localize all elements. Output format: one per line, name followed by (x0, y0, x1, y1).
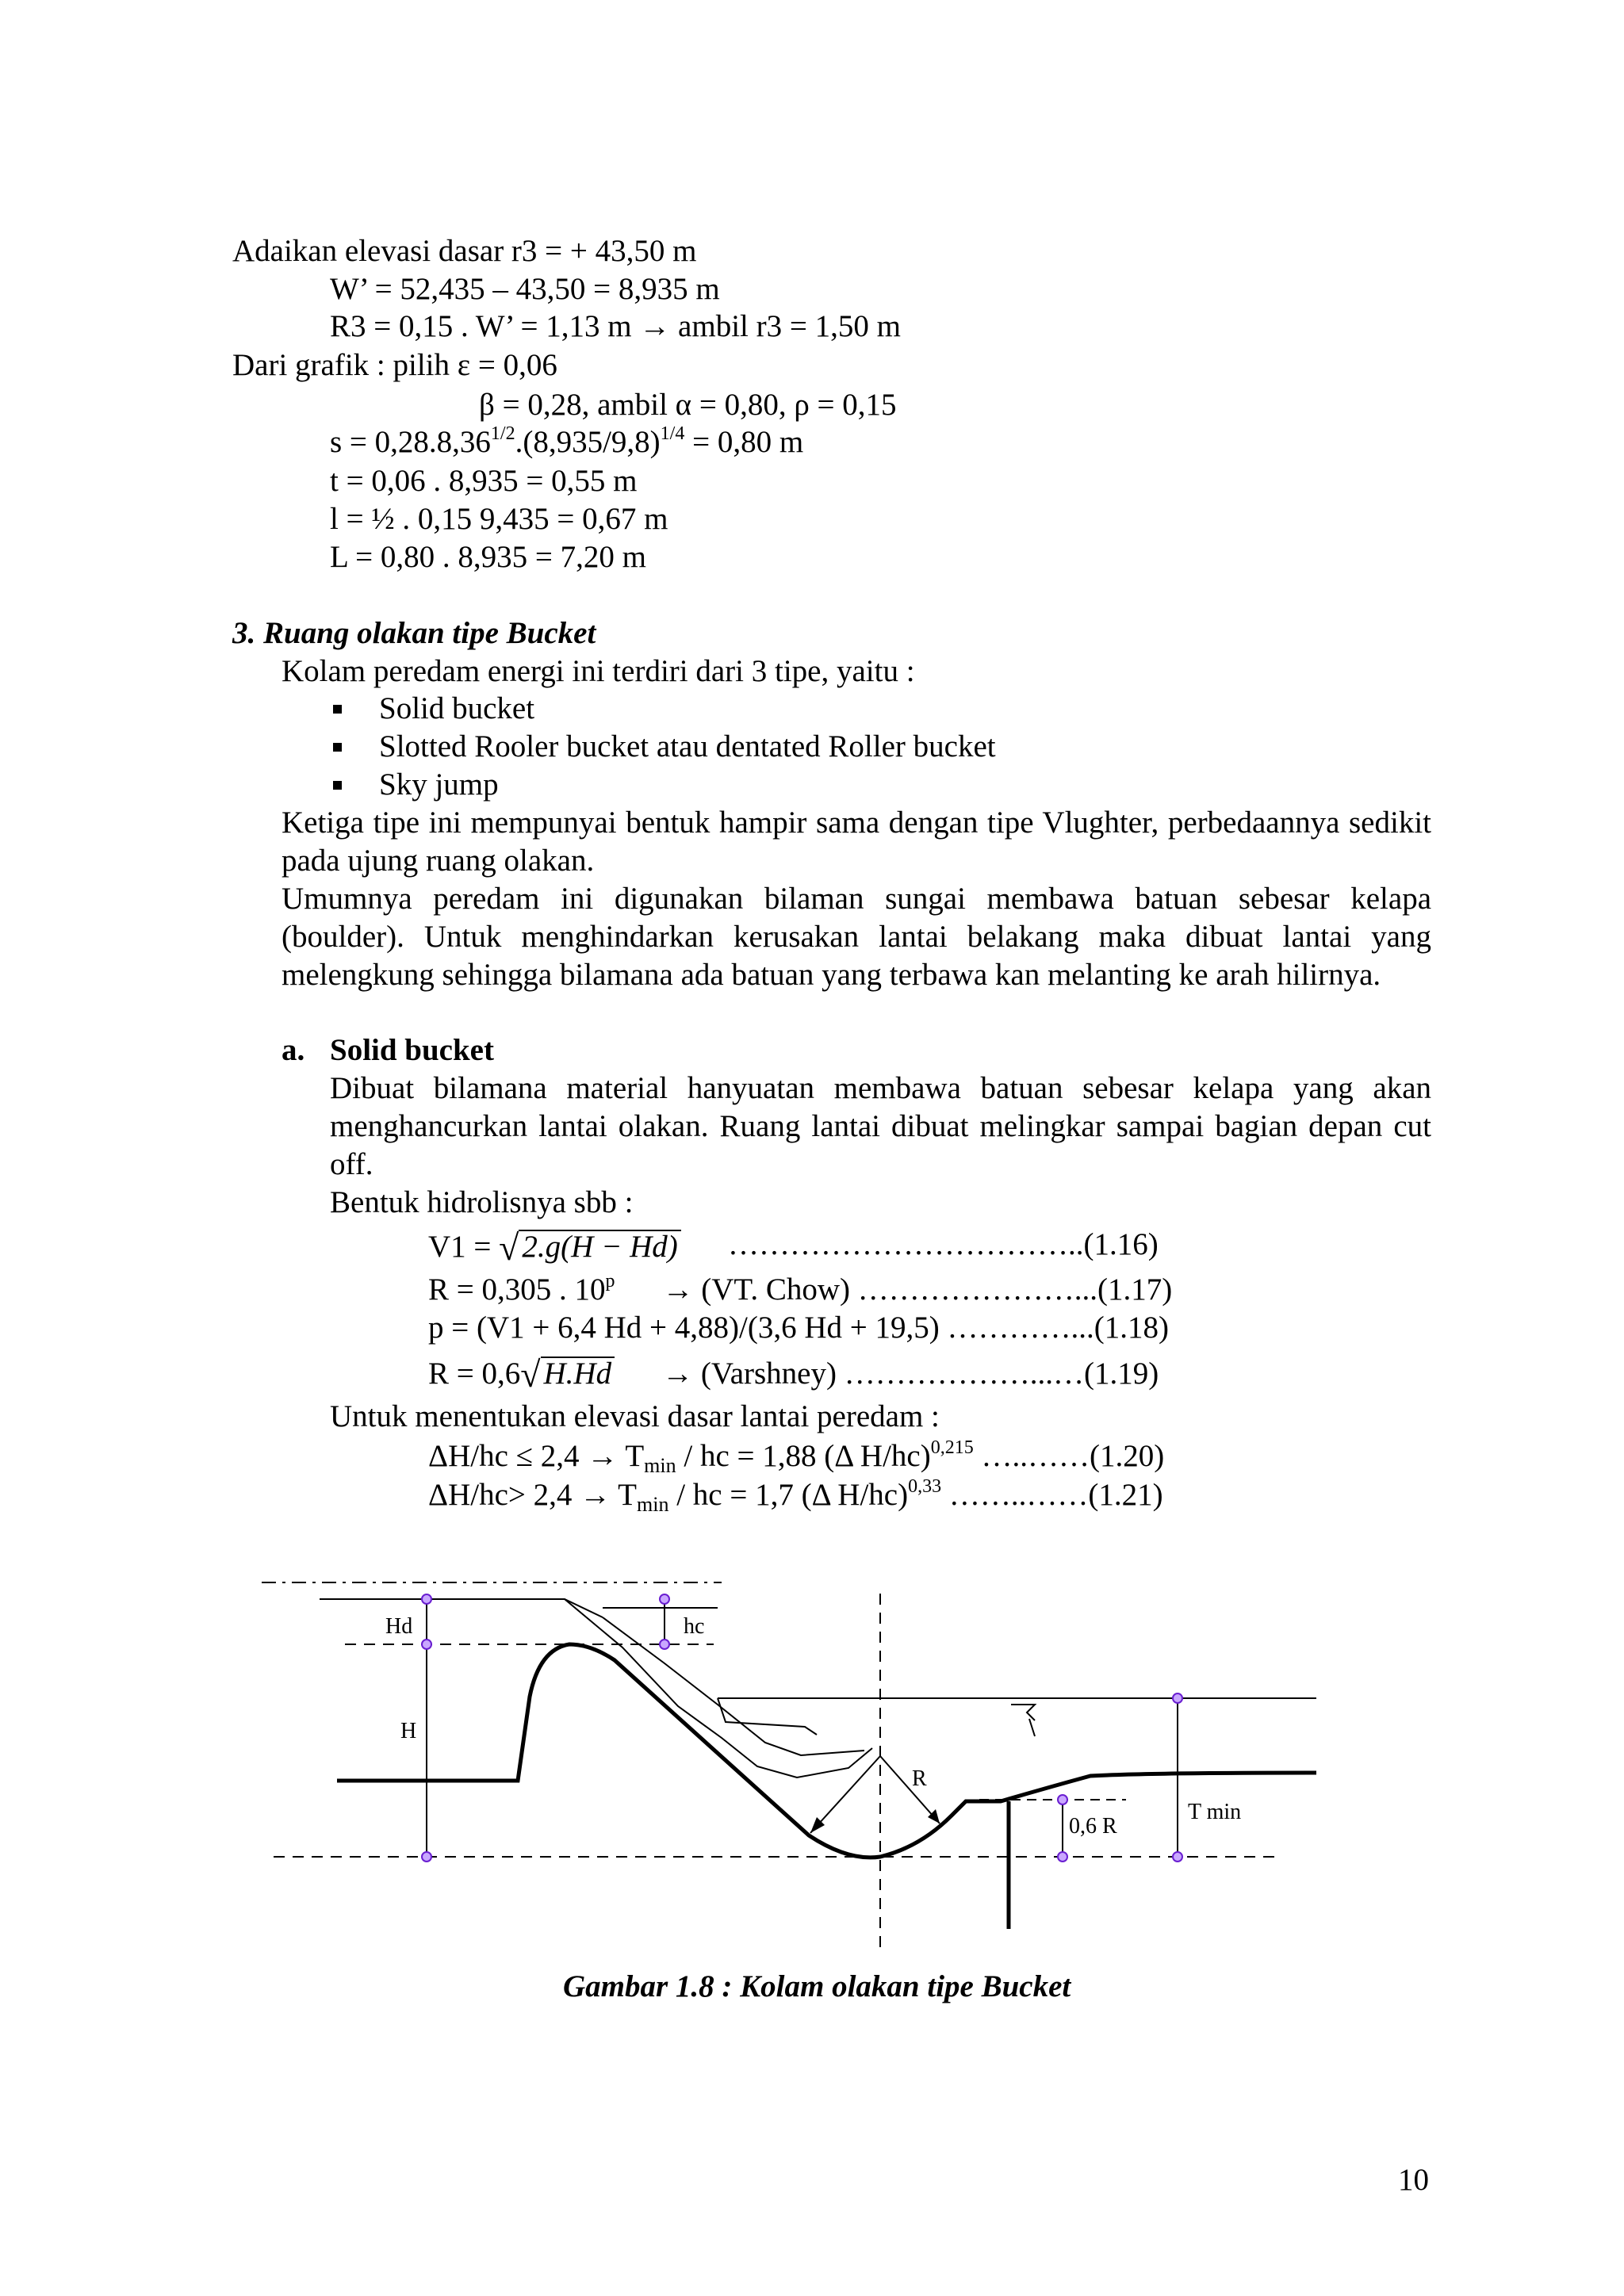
figure-caption: Gambar 1.8 : Kolam olakan tipe Bucket (563, 1969, 1071, 2003)
dimension-marker (1173, 1852, 1182, 1862)
dimension-marker (422, 1594, 431, 1604)
list-item: Sky jump (379, 767, 499, 802)
dimension-marker (1058, 1795, 1067, 1804)
equation-1120: $\Delta H/hc \le 2,4 \to T_{min}$ / hc = 1,88 (Δ H/hc)$^{0,215}$ …..……(1.20) (428, 1437, 1165, 1477)
label-tmin: T min (1188, 1800, 1242, 1824)
equation-number: ……………………………..(1.16) (728, 1227, 1159, 1261)
text-line: Bentuk hidrolisnya sbb : (330, 1185, 634, 1219)
text-line: R3 = 0,15 . W’ = 1,13 m → ambil r3 = 1,50 m (330, 309, 901, 343)
label-r: R (912, 1766, 927, 1791)
text-line: β = 0,28, ambil α = 0,80, ρ = 0,15 (479, 388, 897, 422)
equation-1116: V1 = √ 2.g(H − Hd) (428, 1226, 681, 1266)
label-h: H (400, 1719, 417, 1743)
text-line: l = ½ . 0,15 9,435 = 0,67 m (330, 502, 668, 536)
text-line: Untuk menentukan elevasi dasar lantai peredam : (330, 1399, 940, 1433)
arrow-icon: → (662, 1272, 694, 1307)
text-line: Adaikan elevasi dasar r3 = + 43,50 m (232, 234, 697, 268)
list-item: Slotted Rooler bucket atau dentated Roller bucket (379, 729, 996, 763)
equation-1121: $\Delta H/hc> 2,4 \to T_{min}$ / hc = 1,7 (Δ H/hc)$^{0,33}$ ……..……(1.21) (428, 1476, 1163, 1516)
text-line: Kolam peredam energi ini terdiri dari 3 tipe, yaitu : (282, 654, 915, 688)
list-item: Solid bucket (379, 691, 535, 725)
paragraph: Dibuat bilamana material hanyuatan membawa batuan sebesar kelapa yang akan menghancurkan lantai olakan. Ruang lantai dibuat melingkar sampai bagian depan cut off. (330, 1071, 1431, 1181)
text-line: L = 0,80 . 8,935 = 7,20 m (330, 540, 646, 574)
subsection-title: Solid bucket (330, 1033, 494, 1067)
subsection-label: a. (282, 1033, 305, 1067)
paragraph: Umumnya peredam ini digunakan bilaman sungai membawa batuan sebesar kelapa (boulder). Untuk menghindarkan kerusakan lantai belakang maka dibuat lantai yang melengkung sehingga bilamana ada batuan yang terbawa kan melanting ke arah hilirnya. (282, 882, 1431, 992)
upstream-water-surface (320, 1599, 603, 1617)
water-level-symbol-icon (1011, 1705, 1035, 1736)
jet-lower-line (565, 1599, 872, 1777)
arrow-icon: → (639, 309, 671, 343)
section-heading: 3. Ruang olakan tipe Bucket (232, 616, 596, 650)
dimension-marker (660, 1640, 669, 1649)
dimension-marker (422, 1852, 431, 1862)
dimension-marker (1173, 1693, 1182, 1703)
label-hc: hc (684, 1614, 705, 1639)
arrow-icon: → (662, 1357, 694, 1391)
weir-profile (337, 1644, 1316, 1858)
text-line: t = 0,06 . 8,935 = 0,55 m (330, 464, 638, 498)
text-line: Dari grafik : pilih ε = 0,06 (232, 348, 557, 382)
dimension-marker (422, 1640, 431, 1649)
equation-1117: R = 0,305 . $10^p \to (VT$. Chow) …………………...(1.17) (428, 1271, 1173, 1307)
equation-1119: R = 0,6√ H.Hd → (Varshney) ………………...…(1.19) (428, 1354, 1159, 1395)
text-line: W’ = 52,435 – 43,50 = 8,935 m (330, 272, 720, 306)
text-line: $s = 0,28.8,36^{1/2}.(8,935/9,8)^{1/4} = 0,80$ m (330, 423, 804, 459)
dimension-marker (660, 1594, 669, 1604)
page-number: 10 (1398, 2163, 1429, 2197)
radius-line-right (880, 1756, 940, 1823)
dimension-marker (1058, 1852, 1067, 1862)
paragraph: Ketiga tipe ini mempunyai bentuk hampir sama dengan tipe Vlughter, perbedaannya sedikit pada ujung ruang olakan. (282, 806, 1431, 878)
arrow-icon: → (580, 1478, 611, 1512)
label-hd: Hd (385, 1614, 413, 1639)
label-06r: 0,6 R (1069, 1814, 1117, 1839)
equation-1118: p = (V1 + 6,4 Hd + 4,88)/(3,6 Hd + 19,5) …………...(1.18) (428, 1311, 1169, 1345)
arrow-icon: → (587, 1439, 619, 1473)
